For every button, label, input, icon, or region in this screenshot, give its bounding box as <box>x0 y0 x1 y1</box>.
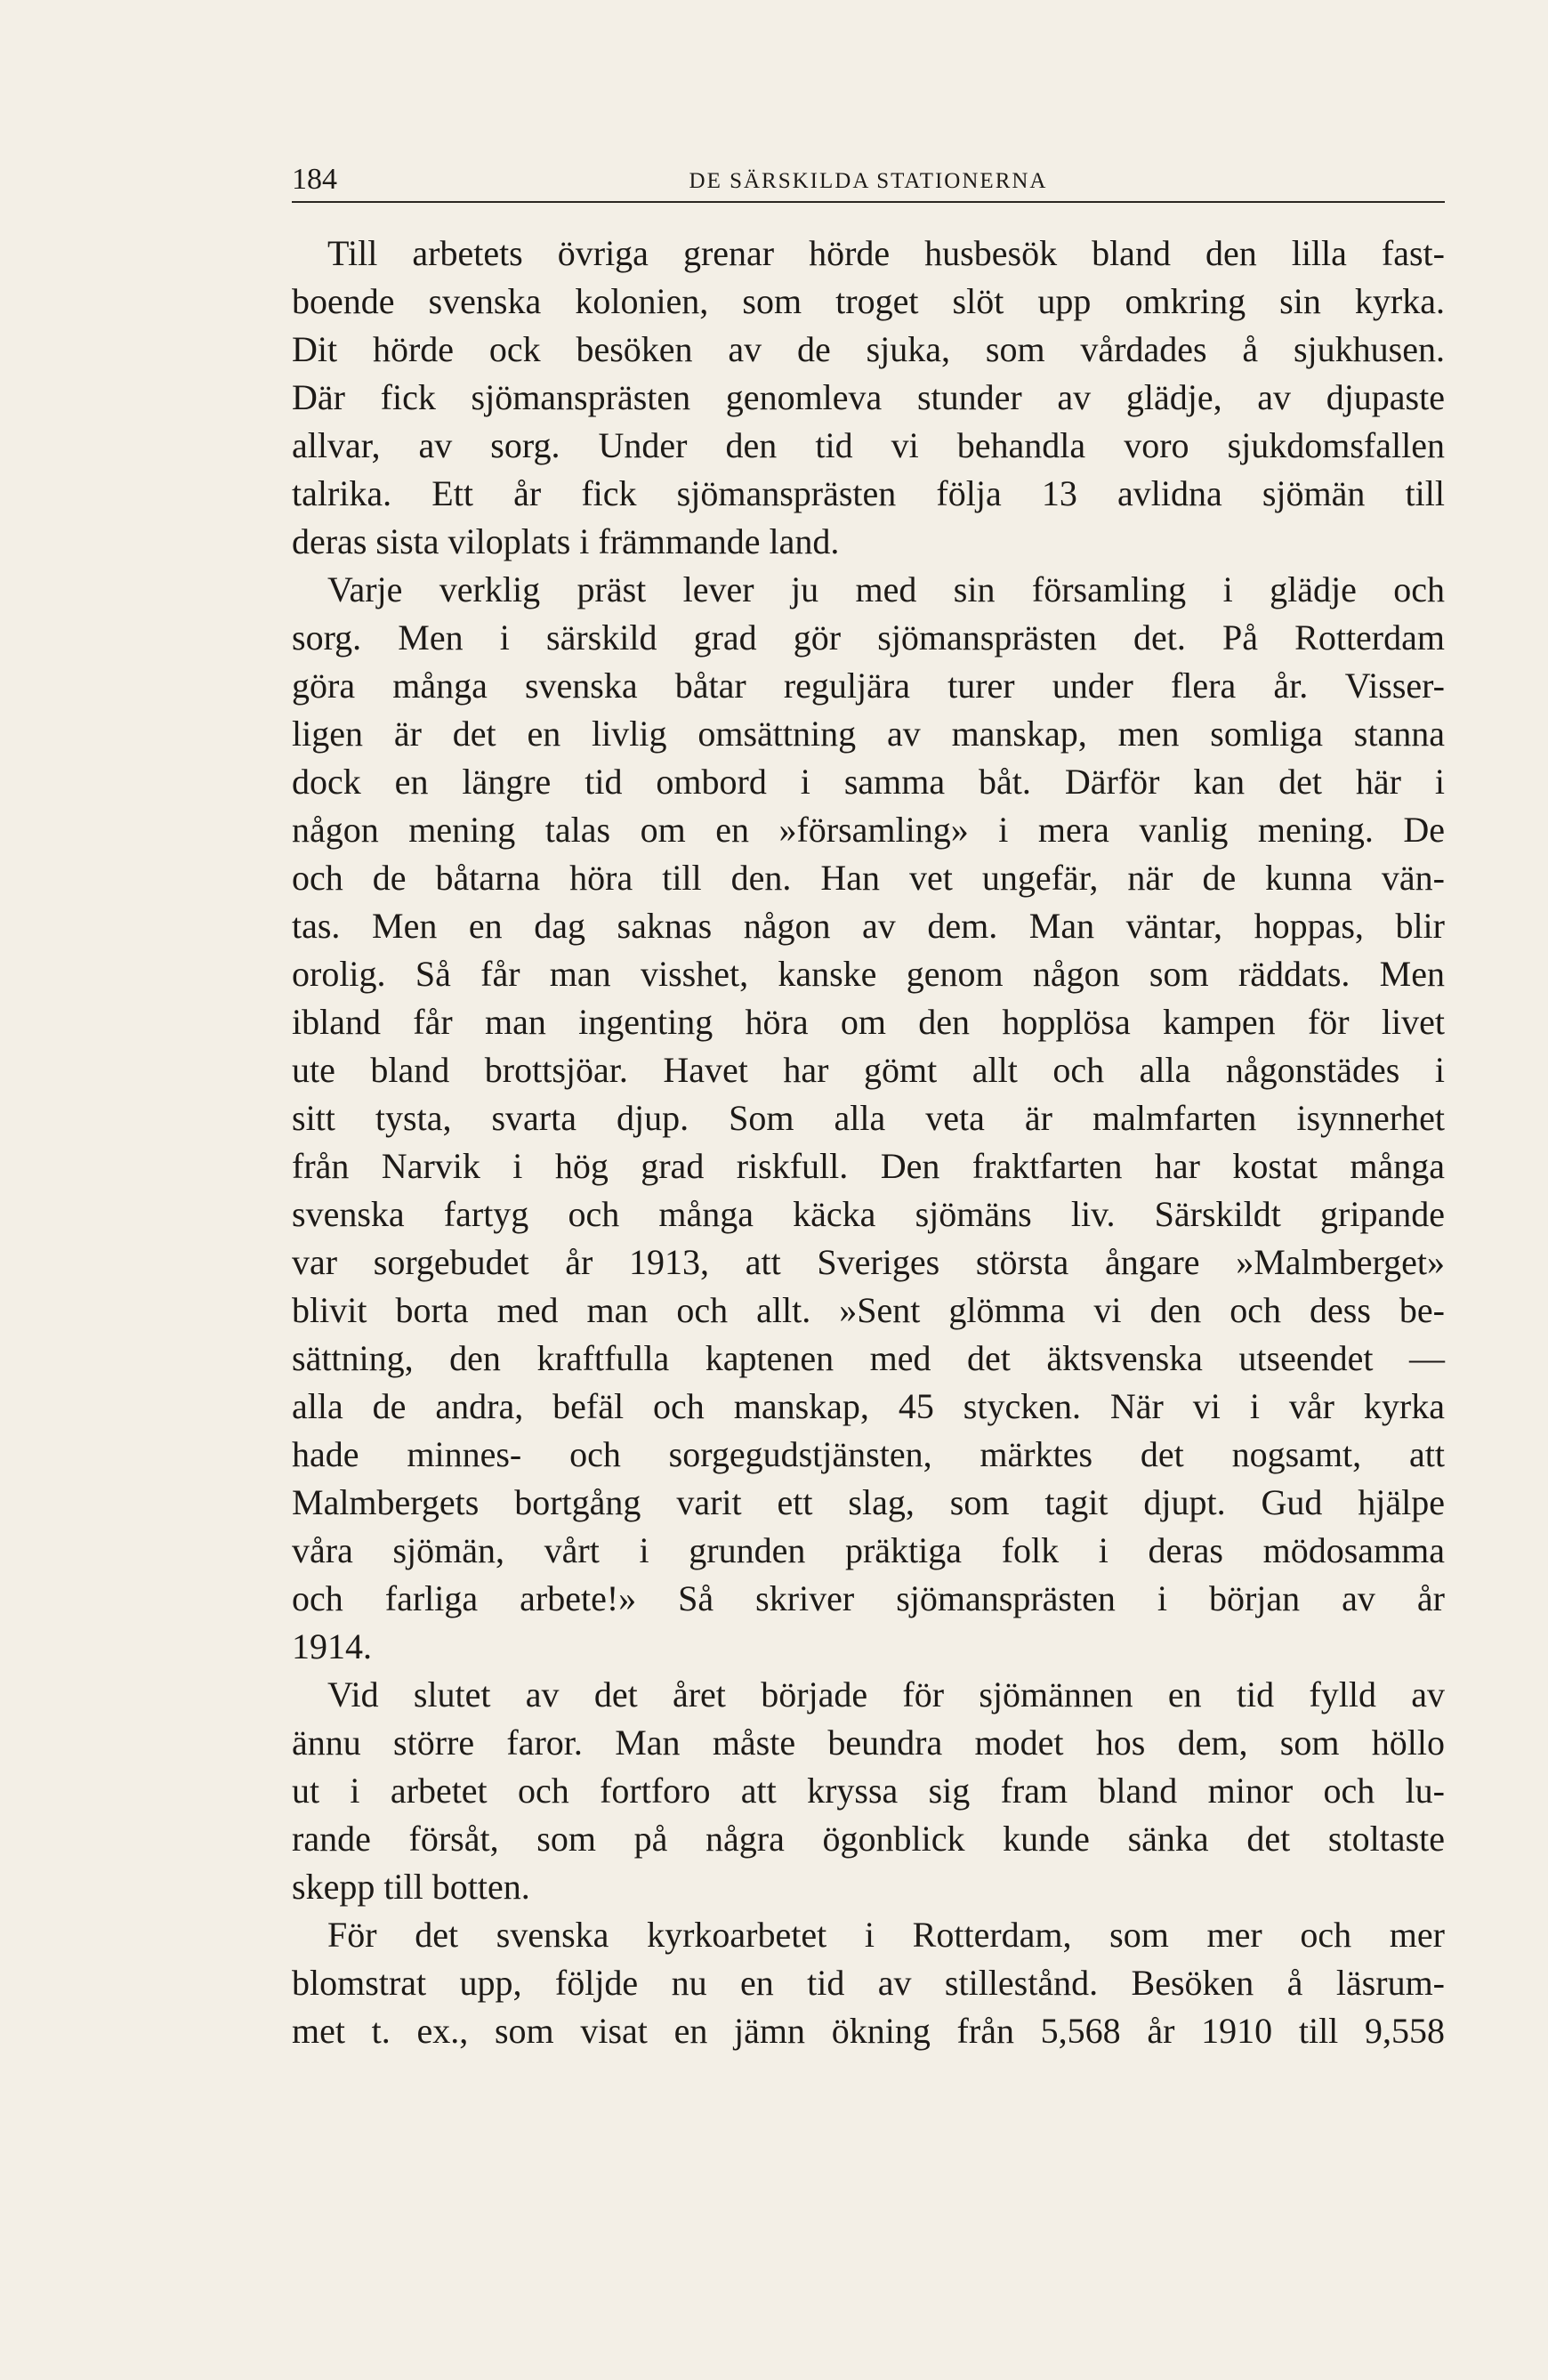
text-line: ännu större faror. Man måste beundra modet hos dem, som höllo <box>292 1722 1445 1763</box>
text-line: rande försåt, som på några ögonblick kunde sänka det stoltaste <box>292 1819 1445 1859</box>
text-line: och farliga arbete!» Så skriver sjömansprästen i början av år <box>292 1578 1445 1618</box>
text-line: ute bland brottsjöar. Havet har gömt allt och alla någonstädes i <box>292 1050 1445 1090</box>
text-line: någon mening talas om en »församling» i mera vanlig mening. De <box>292 810 1445 850</box>
text-line: Malmbergets bortgång varit ett slag, som tagit djupt. Gud hjälpe <box>292 1482 1445 1522</box>
text-line: våra sjömän, vårt i grunden präktiga folk i deras mödosamma <box>292 1530 1445 1570</box>
text-line: göra många svenska båtar reguljära turer under flera år. Visser- <box>292 666 1445 706</box>
text-line: var sorgebudet år 1913, att Sveriges största ångare »Malmberget» <box>292 1242 1445 1282</box>
running-head: DE SÄRSKILDA STATIONERNA <box>689 169 1048 193</box>
text-line: dock en längre tid ombord i samma båt. Därför kan det här i <box>292 762 1445 802</box>
text-line: För det svenska kyrkoarbetet i Rotterdam, som mer och mer <box>327 1915 1445 1955</box>
text-line: från Narvik i hög grad riskfull. Den fraktfarten har kostat många <box>292 1146 1445 1186</box>
text-line: alla de andra, befäl och manskap, 45 stycken. När vi i vår kyrka <box>292 1386 1445 1426</box>
text-line: sättning, den kraftfulla kaptenen med det äktsvenska utseendet — <box>292 1338 1445 1378</box>
text-line: blomstrat upp, följde nu en tid av stillestånd. Besöken å läsrum- <box>292 1963 1445 2003</box>
text-line: skepp till botten. <box>292 1867 530 1907</box>
text-line: met t. ex., som visat en jämn ökning från 5,568 år 1910 till 9,558 <box>292 2011 1445 2051</box>
text-line: ligen är det en livlig omsättning av manskap, men somliga stanna <box>292 714 1445 754</box>
text-line: orolig. Så får man visshet, kanske genom någon som räddats. Men <box>292 954 1445 994</box>
text-line: talrika. Ett år fick sjömansprästen följa 13 avlidna sjömän till <box>292 473 1445 513</box>
body-text <box>292 230 1445 2055</box>
text-line: Dit hörde ock besöken av de sjuka, som vårdades å sjukhusen. <box>292 329 1445 369</box>
text-line: sitt tysta, svarta djup. Som alla veta är malmfarten isynnerhet <box>292 1098 1445 1138</box>
text-line: deras sista viloplats i främmande land. <box>292 521 840 561</box>
text-line: Till arbetets övriga grenar hörde husbesök bland den lilla fast- <box>327 233 1445 273</box>
page-header <box>292 158 1445 203</box>
text-line: sorg. Men i särskild grad gör sjömansprästen det. På Rotterdam <box>292 617 1445 658</box>
text-line: Vid slutet av det året började för sjömännen en tid fylld av <box>327 1674 1445 1714</box>
text-line: hade minnes- och sorgegudstjänsten, märktes det nogsamt, att <box>292 1434 1445 1474</box>
text-line: och de båtarna höra till den. Han vet ungefär, när de kunna vän- <box>292 858 1445 898</box>
text-line: boende svenska kolonien, som troget slöt upp omkring sin kyrka. <box>292 281 1445 321</box>
text-line: ut i arbetet och fortforo att kryssa sig fram bland minor och lu- <box>292 1771 1445 1811</box>
text-line: blivit borta med man och allt. »Sent glömma vi den och dess be- <box>292 1290 1445 1330</box>
page-number: 184 <box>292 163 337 196</box>
text-line: 1914. <box>292 1626 372 1666</box>
text-line: Varje verklig präst lever ju med sin församling i glädje och <box>327 569 1445 609</box>
text-line: Där fick sjömansprästen genomleva stunder av glädje, av djupaste <box>292 377 1445 417</box>
text-line: tas. Men en dag saknas någon av dem. Man väntar, hoppas, blir <box>292 906 1445 946</box>
text-line: ibland får man ingenting höra om den hopplösa kampen för livet <box>292 1002 1445 1042</box>
text-line: svenska fartyg och många käcka sjömäns liv. Särskildt gripande <box>292 1194 1445 1234</box>
text-line: allvar, av sorg. Under den tid vi behandla voro sjukdomsfallen <box>292 425 1445 465</box>
